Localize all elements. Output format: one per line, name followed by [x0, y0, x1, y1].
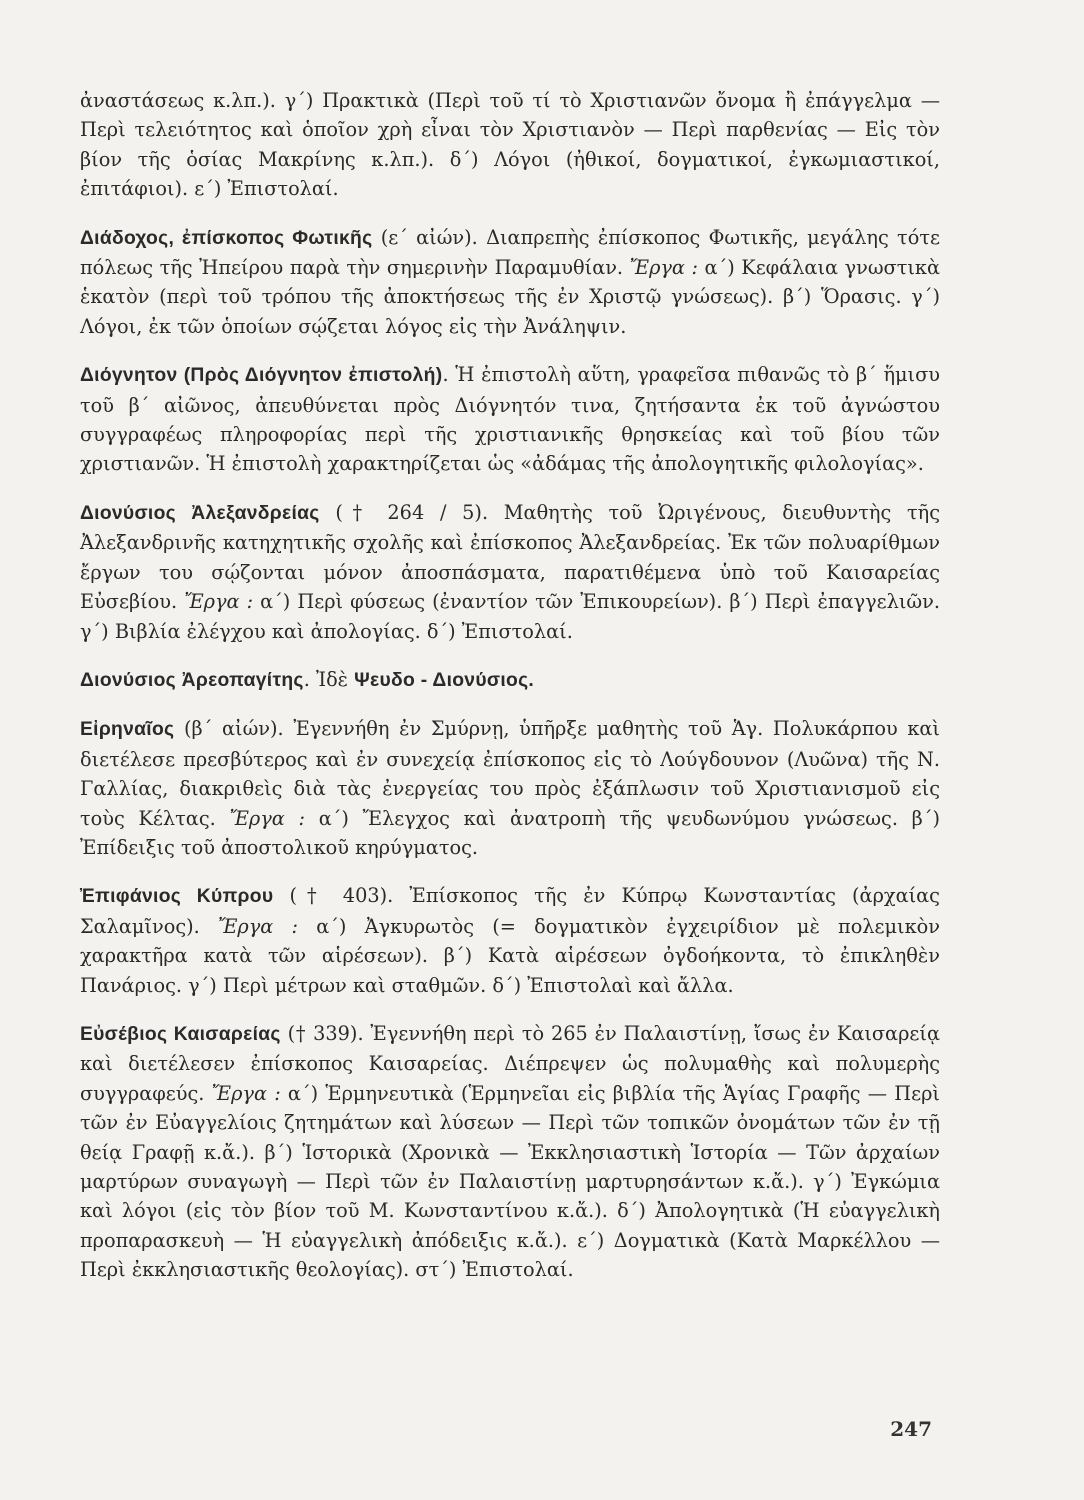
entry-dionysios-alexandreias: [80, 498, 940, 646]
entry-text: (β΄ αἰών). Ἐγεννήθη ἐν Σμύρνῃ, ὑπῆρξε μαθητὴς τοῦ Ἁγ. Πολυκάρπου καὶ διετέλεσε πρεσβύτερος καὶ ἐν συνεχείᾳ ἐπίσκοπος εἰς τὸ Λούγδουνον (Λυῶνα) τῆς Ν. Γαλλίας, διακριθεὶς διὰ τὰς ἐνεργείας του πρὸς ἐξάπλωσιν τοῦ Χριστιανισμοῦ εἰς τοὺς Κέλτας.: [80, 717, 940, 830]
works-label: Ἔργα :: [629, 256, 698, 280]
cross-reference-tail: .: [528, 669, 535, 691]
entry-dionysios-areopagites: [80, 665, 940, 695]
entry-heading: Διόγνητον (Πρὸς Διόγνητον ἐπιστολή): [80, 365, 443, 387]
entry-text: († 403). Ἐπίσκοπος τῆς ἐν Κύπρῳ Κωνσταντίας (ἀρχαίας Σαλαμῖνος).: [80, 884, 940, 938]
entry-eirenaios: [80, 714, 940, 862]
entry-heading: Διονύσιος Ἀρεοπαγίτης: [80, 669, 304, 691]
entry-diognetos: [80, 360, 940, 479]
entry-works-text: α΄) Κεφάλαια γνωστικὰ ἑκατὸν (περὶ τοῦ τρόπου τῆς ἀποκτήσεως τῆς ἐν Χριστῷ γνώσεως). β΄) Ὅρασις. γ΄) Λόγοι, ἐκ τῶν ὁποίων σῴζεται λόγος εἰς τὴν Ἀνάληψιν.: [80, 256, 941, 338]
entry-works-text: α΄) Περὶ φύσεως (ἐναντίον τῶν Ἐπικουρείων). β΄) Περὶ ἐπαγγελιῶν. γ΄) Βιβλία ἐλέγχου καὶ ἀπολογίας. δ΄) Ἐπιστολαί.: [80, 590, 940, 643]
page-number: 247: [890, 1417, 932, 1441]
works-label: Ἔργα :: [229, 806, 306, 830]
entry-text: († 339). Ἐγεννήθη περὶ τὸ 265 ἐν Παλαιστίνῃ, ἴσως ἐν Καισαρείᾳ καὶ διετέλεσεν ἐπίσκοπος Καισαρείας. Διέπρεψεν ὡς πολυμαθὴς καὶ πολυμερὴς συγγραφεύς.: [80, 1021, 940, 1105]
entry-text: (ε΄ αἰών). Διαπρεπὴς ἐπίσκοπος Φωτικῆς, μεγάλης τότε πόλεως τῆς Ἠπείρου παρὰ τὴν σημερινὴν Παραμυθίαν.: [80, 225, 940, 280]
entry-heading: Εἰρηναῖος: [80, 719, 175, 741]
entry-heading: Ἐπιφάνιος Κύπρου: [80, 886, 274, 908]
entry-works-text: α΄) Ἀγκυρωτὸς (= δογματικὸν ἐγχειρίδιον μὲ πολεμικὸν χαρακτῆρα κατὰ τῶν αἱρέσεων). β΄) Κατὰ αἱρέσεων ὀγδοήκοντα, τὸ ἐπικληθὲν Πανάριος. γ΄) Περὶ μέτρων καὶ σταθμῶν. δ΄) Ἐπιστολαὶ καὶ ἄλλα.: [80, 914, 940, 997]
entry-text: († 264 / 5). Μαθητὴς τοῦ Ὠριγένους, διευθυντὴς τῆς Ἀλεξανδρινῆς κατηχητικῆς σχολῆς καὶ ἐπίσκοπος Ἀλεξανδρείας. Ἐκ τῶν πολυαρίθμων ἔργων του σῴζονται μόνον ἀποσπάσματα, παρατιθέμενα ὑπὸ τοῦ Καισαρείας Εὐσεβίου.: [80, 500, 940, 614]
works-label: Ἔργα :: [184, 590, 254, 614]
entry-text: . Ἡ ἐπιστολὴ αὕτη, γραφεῖσα πιθανῶς τὸ β΄ ἥμισυ τοῦ β΄ αἰῶνος, ἀπευθύνεται πρὸς Διόγνητόν τινα, ζητήσαντα ἐκ τοῦ ἀγνώστου συγγραφέως πληροφορίας περὶ τῆς χριστιανικῆς θρησκείας καὶ τοῦ βίου τῶν χριστιανῶν. Ἡ ἐπιστολὴ χαρακτηρίζεται ὡς «ἀδάμας τῆς ἀπολογητικῆς φιλολογίας».: [80, 363, 940, 476]
cross-reference: Ψευδο - Διονύσιος: [354, 669, 529, 691]
works-label: Ἔργα :: [211, 1081, 281, 1105]
entry-diadochos: [80, 223, 940, 342]
intro-paragraph: ἀναστάσεως κ.λπ.). γ΄) Πρακτικὰ (Περὶ τοῦ τί τὸ Χριστιανῶν ὄνομα ἢ ἐπάγγελμα — Περὶ τελειότητος καὶ ὁποῖον χρὴ εἶναι τὸν Χριστιανὸν — Περὶ παρθενίας — Εἰς τὸν βίον τῆς ὁσίας Μακρίνης κ.λπ.). δ΄) Λόγοι (ἠθικοί, δογματικοί, ἐγκωμιαστικοί, ἐπιτάφιοι). ε΄) Ἐπιστολαί.: [80, 89, 940, 201]
entry-epiphanios: [80, 881, 940, 1000]
works-label: Ἔργα :: [217, 914, 299, 938]
page-body: [80, 86, 940, 1304]
entry-works-text: α΄) Ἔλεγχος καὶ ἀνατροπὴ τῆς ψευδωνύμου γνώσεως. β΄) Ἐπίδειξις τοῦ ἀποστολικοῦ κηρύγματος.: [80, 806, 940, 859]
entry-heading: Εὐσέβιος Καισαρείας: [80, 1023, 281, 1045]
entry-eusebios: [80, 1019, 940, 1285]
entry-works-text: α΄) Ἑρμηνευτικὰ (Ἑρμηνεῖαι εἰς βιβλία τῆς Ἁγίας Γραφῆς — Περὶ τῶν ἐν Εὐαγγελίοις ζητημάτων καὶ λύσεων — Περὶ τῶν τοπικῶν ὀνομάτων τῶν ἐν τῇ θείᾳ Γραφῇ κ.ἄ.). β΄) Ἱστορικὰ (Χρονικὰ — Ἐκκλησιαστικὴ Ἱστορία — Τῶν ἀρχαίων μαρτύρων συναγωγὴ — Περὶ τῶν ἐν Παλαιστίνῃ μαρτυρησάντων κ.ἄ.). γ΄) Ἐγκώμια καὶ λόγοι (εἰς τὸν βίον τοῦ Μ. Κωνσταντίνου κ.ἄ.). δ΄) Ἀπολογητικὰ (Ἡ εὐαγγελικὴ προπαρασκευὴ — Ἡ εὐαγγελικὴ ἀπόδειξις κ.ἄ.). ε΄) Δογματικὰ (Κατὰ Μαρκέλλου — Περὶ ἐκκλησιαστικῆς θεολογίας). στ΄) Ἐπιστολαί.: [80, 1081, 940, 1282]
entry-text: . Ἰδὲ: [303, 667, 355, 691]
entry-heading: Διάδοχος, ἐπίσκοπος Φωτικῆς: [80, 227, 373, 249]
entry-heading: Διονύσιος Ἀλεξανδρείας: [80, 502, 320, 524]
